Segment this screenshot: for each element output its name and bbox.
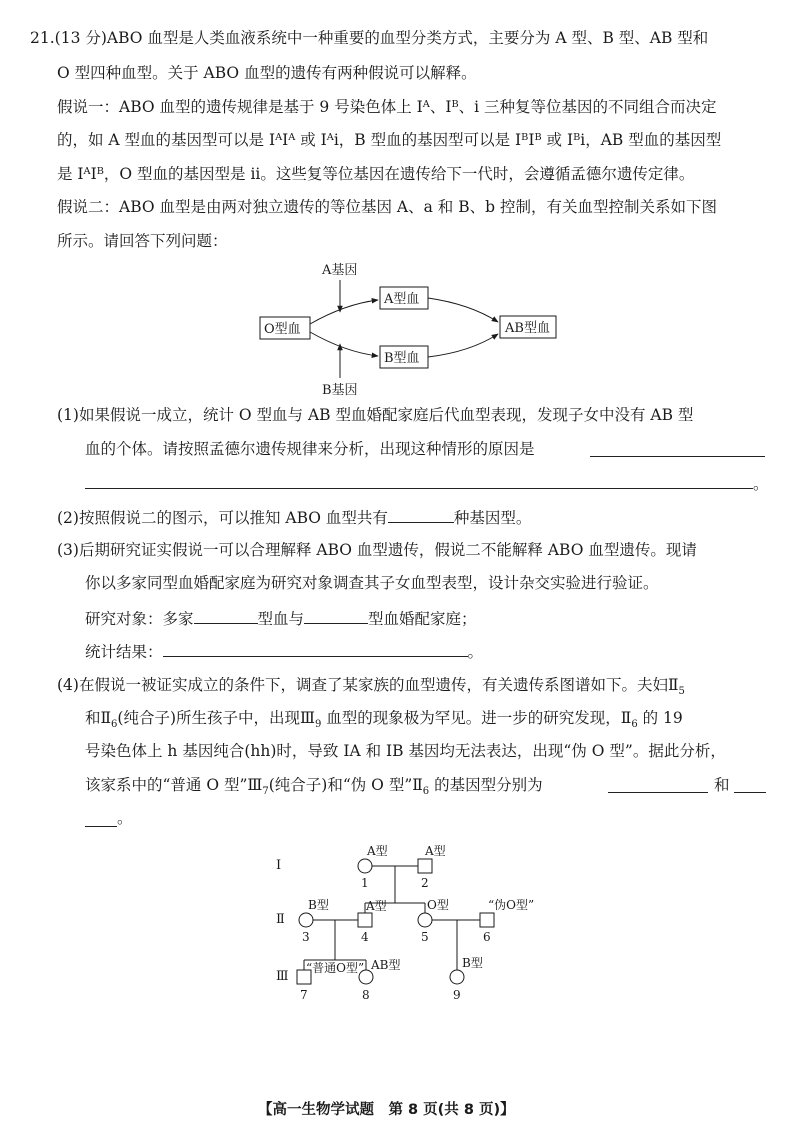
pedigree-chart — [270, 835, 570, 1010]
individual-9-female — [450, 970, 464, 984]
individual-2-male — [418, 859, 432, 873]
individual-1-number: 1 — [361, 876, 369, 890]
q4-sub-2b: 9 — [314, 719, 322, 731]
q4-sub-4a: 7 — [262, 786, 269, 798]
q2-suffix: 种基因型。 — [453, 509, 532, 527]
individual-2-number: 2 — [421, 876, 429, 890]
q2-answer-blank[interactable] — [388, 506, 454, 523]
individual-8-number: 8 — [362, 988, 370, 1002]
q4-answer-blank-2a[interactable] — [734, 792, 766, 793]
question-line-2: O 型四种血型。关于 ABO 血型的遗传有两种假说可以解释。 — [57, 64, 477, 82]
individual-6-number: 6 — [483, 930, 491, 944]
hypothesis1-line-1: 假说一：ABO 血型的遗传规律是基于 9 号染色体上 Iᴬ、Iᴮ、i 三种复等位基因的不同组合而决定 — [57, 98, 717, 116]
hypothesis2-line-1: 假说二：ABO 血型是由两对独立遗传的等位基因 A、a 和 B、b 控制，有关血型控制关系如下图 — [57, 198, 717, 216]
q3-result-blank[interactable] — [163, 640, 468, 657]
question-intro-1: (13 分)ABO 血型是人类血液系统中一种重要的血型分类方式，主要分为 A 型、B 型、AB 型和 — [54, 29, 709, 47]
generation-iii-label: Ⅲ — [276, 969, 289, 984]
individual-6-male — [480, 913, 494, 927]
individual-9-number: 9 — [453, 988, 461, 1002]
q4-line-3: 号染色体上 h 基因纯合(hh)时，导致 IA 和 IB 基因均无法表达，出现“伪 O 型”。据此分析， — [85, 742, 726, 760]
q3-subject-prefix: 研究对象：多家 — [85, 610, 194, 628]
q4-text-2b: (纯合子)所生孩子中，出现Ⅲ — [117, 709, 315, 727]
individual-2-phenotype: A型 — [425, 844, 446, 858]
a-type-label: A型血 — [384, 292, 420, 307]
individual-4-number: 4 — [361, 930, 369, 944]
q3-result-line — [85, 640, 483, 662]
q2-prompt: (2)按照假说二的图示，可以推知 ABO 血型共有 — [57, 509, 388, 527]
arrow-o-to-a — [310, 300, 378, 324]
hypothesis1-line-3: 是 IᴬIᴮ，O 型血的基因型是 ii。这些复等位基因在遗传给下一代时，会遵循孟德尔遗传定律。 — [57, 165, 695, 183]
gene-b-label: B基因 — [322, 383, 358, 398]
arrow-o-to-b — [310, 332, 378, 356]
individual-5-number: 5 — [421, 930, 429, 944]
q3-subjects-line — [85, 607, 477, 629]
q4-line-1 — [57, 675, 685, 702]
gene-a-label: A基因 — [322, 263, 358, 278]
hypothesis1-line-2: 的，如 A 型血的基因型可以是 IᴬIᴬ 或 Iᴬi，B 型血的基因型可以是 IᴮIᴮ 或 Iᴮi，AB 型血的基因型 — [57, 131, 722, 149]
q3-subject-blank-1[interactable] — [194, 607, 258, 624]
individual-1-female — [358, 859, 372, 873]
q4-sub-1: 5 — [678, 686, 685, 698]
question-line-1 — [30, 28, 708, 48]
q4-text-2d: 的 19 — [637, 709, 683, 727]
q4-sub-2c: 6 — [631, 719, 638, 731]
q3-subject-blank-2[interactable] — [304, 607, 368, 624]
q1-prompt: 血的个体。请按照孟德尔遗传规律来分析，出现这种情形的原因是 — [85, 440, 535, 458]
q1-answer-blank-2[interactable] — [85, 488, 753, 489]
q4-end-mark: 。 — [117, 809, 133, 827]
q3-line-1: (3)后期研究证实假说一可以合理解释 ABO 血型遗传，假说二不能解释 ABO 血型遗传。现请 — [57, 541, 697, 559]
q4-answer-blank-2b[interactable] — [85, 826, 117, 827]
q4-text-4c: 的基因型分别为 — [429, 776, 543, 794]
q1-answer-blank-1[interactable] — [590, 456, 765, 457]
blood-type-diagram — [250, 260, 570, 400]
q4-and: 和 — [714, 776, 730, 794]
q4-answer-blank-1[interactable] — [608, 792, 708, 793]
q4-sub-4b: 6 — [422, 786, 430, 798]
q3-result-label: 统计结果： — [85, 643, 163, 661]
arrow-a-to-ab — [428, 298, 498, 322]
q3-subject-middle: 型血与 — [257, 610, 305, 628]
q4-sub-2a: 6 — [111, 719, 118, 731]
q3-subject-suffix: 型血婚配家庭； — [368, 610, 477, 628]
q2-line — [57, 506, 531, 528]
q4-text-1a: (4)在假说一被证实成立的条件下，调查了某家族的血型遗传，有关遗传系图谱如下。夫妇Ⅱ — [57, 676, 679, 694]
q3-line-2: 你以多家同型血婚配家庭为研究对象调查其子女血型表型，设计杂交实验进行验证。 — [85, 574, 659, 592]
q4-text-2c: 血型的现象极为罕见。进一步的研究发现，Ⅱ — [321, 709, 632, 727]
individual-8-phenotype: AB型 — [371, 958, 401, 972]
individual-1-phenotype: A型 — [367, 844, 388, 858]
o-type-label: O型血 — [264, 322, 301, 337]
arrow-b-to-ab — [428, 334, 498, 357]
ab-type-label: AB型血 — [505, 321, 550, 336]
individual-9-phenotype: B型 — [462, 956, 483, 970]
individual-3-number: 3 — [302, 930, 310, 944]
q1-line-1: (1)如果假说一成立，统计 O 型血与 AB 型血婚配家庭后代血型表现，发现子女中没有 AB 型 — [57, 406, 694, 424]
q4-line-4 — [85, 775, 543, 802]
individual-4-male — [358, 913, 372, 927]
generation-i-label: Ⅰ — [276, 858, 282, 873]
q4-text-4b: (纯合子)和“伪 O 型”Ⅱ — [268, 776, 423, 794]
individual-7-number: 7 — [300, 988, 308, 1002]
individual-6-phenotype: “伪O型” — [488, 898, 535, 912]
individual-7-phenotype: “普通O型” — [306, 961, 365, 975]
individual-3-phenotype: B型 — [308, 898, 329, 912]
q4-line-2 — [85, 708, 683, 735]
individual-5-phenotype: O型 — [427, 898, 449, 912]
question-number: 21. — [30, 29, 55, 47]
q1-line-2 — [85, 439, 535, 459]
generation-ii-label: Ⅱ — [276, 912, 285, 927]
individual-5-female — [418, 913, 432, 927]
b-type-label: B型血 — [384, 351, 420, 366]
hypothesis2-line-2: 所示。请回答下列问题： — [57, 232, 228, 250]
individual-4-phenotype: A型 — [366, 899, 387, 913]
q1-end-mark: 。 — [753, 475, 769, 493]
q4-text-2a: 和Ⅱ — [85, 709, 112, 727]
q4-text-4a: 该家系中的“普通 O 型”Ⅲ — [85, 776, 263, 794]
individual-3-female — [299, 913, 313, 927]
page-footer: 【高一生物学试题 第 8 页(共 8 页)】 — [258, 1102, 515, 1118]
q3-result-end: 。 — [467, 643, 484, 661]
